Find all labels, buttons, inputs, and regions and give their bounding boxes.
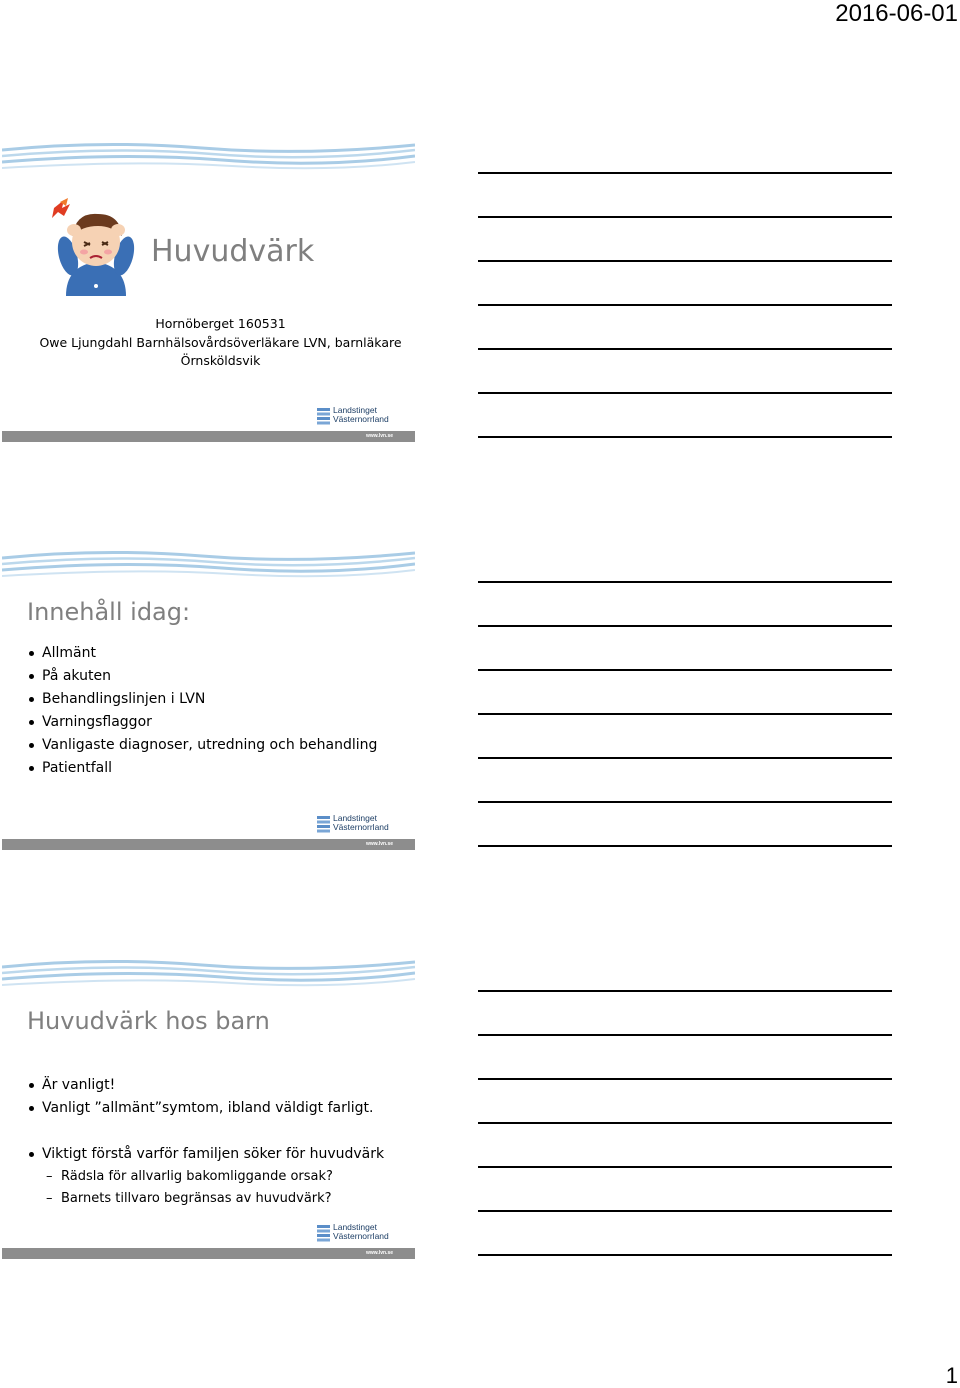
note-line [478,990,892,992]
note-line [478,1166,892,1168]
lvn-logo [317,1223,395,1245]
note-line [478,172,892,174]
slide-title: Huvudvärk [151,234,315,269]
footer-bar [2,1248,415,1259]
bullet-list [26,642,377,780]
note-line [478,1078,892,1080]
footer-url: www.lvn.se [365,433,393,439]
note-line [478,304,892,306]
sub-bullet-list [46,1166,333,1210]
sub-list-item: – Barnets tillvaro begränsas av huvudvärk? [46,1188,333,1210]
lvn-logo-icon [317,1225,330,1242]
note-line [478,436,892,438]
bullet-list [26,1143,384,1166]
footer-url: www.lvn.se [365,841,393,847]
print-date: 2016-06-01 [835,0,958,27]
note-line [478,1254,892,1256]
wave-decoration [2,140,415,180]
list-item: Vanligt ”allmänt”symtom, ibland väldigt farligt. [26,1097,373,1120]
logo-line2: Västernorrland [333,414,389,424]
note-line [478,1034,892,1036]
slide-title: Huvudvärk hos barn [27,1007,270,1035]
note-line [478,757,892,759]
list-item: Allmänt [26,642,377,665]
logo-line2: Västernorrland [333,822,389,832]
list-item: Viktigt förstå varför familjen söker för huvudvärk [26,1143,384,1166]
lvn-logo [317,406,395,428]
wave-decoration [2,548,415,588]
list-item: På akuten [26,665,377,688]
note-line [478,669,892,671]
note-line [478,348,892,350]
presenter-line: Owe Ljungdahl Barnhälsovårdsöverläkare LVN, barnläkare [39,334,402,350]
note-line [478,713,892,715]
note-line [478,392,892,394]
note-line [478,801,892,803]
list-item: Varningsflaggor [26,711,377,734]
presenter-info [14,315,427,371]
list-item: Patientfall [26,757,377,780]
note-line [478,625,892,627]
list-item: Är vanligt! [26,1074,373,1097]
footer-bar [2,839,415,850]
slide-1 [2,140,415,442]
sub-list-item: – Rädsla för allvarlig bakomliggande orsak? [46,1166,333,1188]
logo-line2: Västernorrland [333,1231,389,1241]
slide-title: Innehåll idag: [27,598,191,626]
lvn-logo-icon [317,816,330,833]
lvn-logo [317,814,395,836]
logo-line1: Landstinget [333,405,377,415]
note-line [478,260,892,262]
location-line: Örnsköldsvik [180,353,261,368]
footer-url: www.lvn.se [365,1250,393,1256]
list-item: Behandlingslinjen i LVN [26,688,377,711]
headache-child-icon [48,196,144,298]
note-line [478,216,892,218]
bullet-list [26,1074,373,1120]
note-line [478,581,892,583]
note-line [478,1210,892,1212]
page-number: 1 [945,1363,958,1388]
note-line [478,1122,892,1124]
footer-bar [2,431,415,442]
slide-3 [2,957,415,1259]
logo-line1: Landstinget [333,813,377,823]
slide-2 [2,548,415,850]
event-line: Hornöberget 160531 [155,316,286,331]
lvn-logo-icon [317,408,330,425]
list-item: Vanligaste diagnoser, utredning och behandling [26,734,377,757]
wave-decoration [2,957,415,997]
logo-line1: Landstinget [333,1222,377,1232]
note-line [478,845,892,847]
